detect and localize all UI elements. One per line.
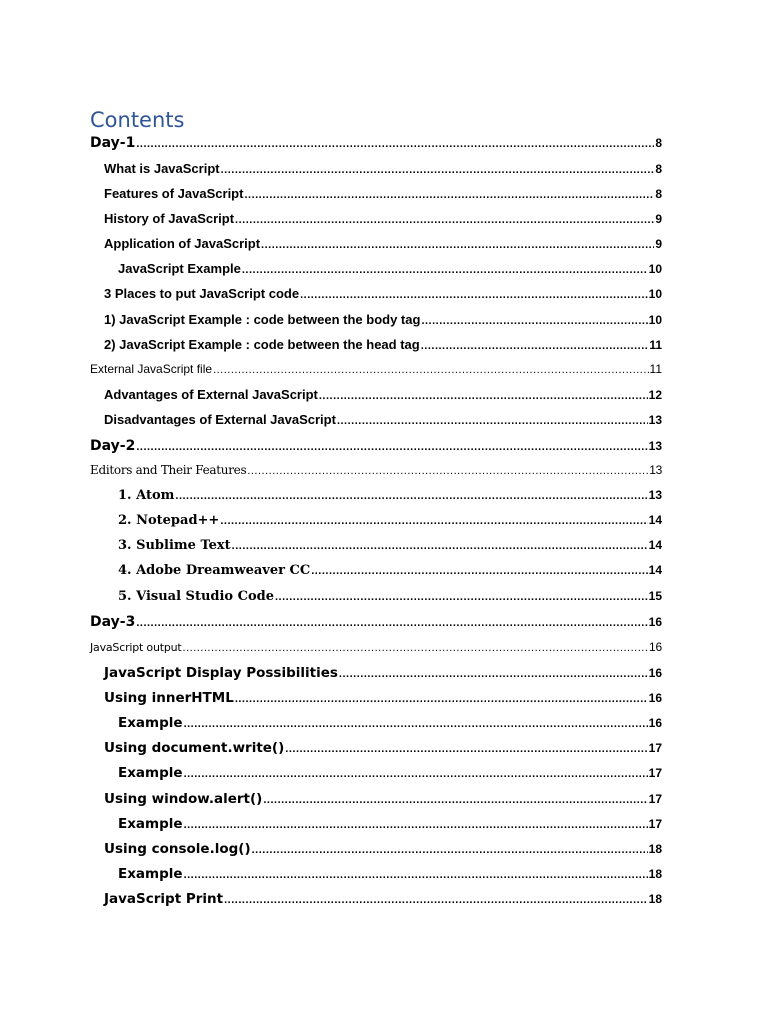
dot-leader [235, 693, 648, 705]
toc-entry-label: 1) JavaScript Example : code between the body tag [104, 312, 421, 327]
toc-entry-what-is-javascript[interactable] [104, 161, 662, 176]
dot-leader [224, 894, 648, 906]
toc-entry-page: 18 [648, 867, 662, 881]
dot-leader [311, 565, 647, 577]
dot-leader [220, 515, 647, 527]
dot-leader [300, 289, 648, 301]
toc-entry-label: 3 Places to put JavaScript code [104, 286, 300, 301]
toc-entry-page: 13 [648, 439, 662, 453]
toc-entry-label: History of JavaScript [104, 211, 235, 226]
dot-leader [184, 768, 648, 780]
toc-entry-page: 9 [655, 212, 662, 226]
toc-entry-page: 16 [648, 666, 662, 680]
toc-entry-label: JavaScript Example [118, 261, 241, 276]
toc-entry-label: Day-1 [90, 135, 136, 151]
toc-entry-body-tag-example[interactable] [104, 312, 662, 327]
toc-entry-label: What is JavaScript [104, 161, 220, 176]
toc-entry-day-3[interactable] [90, 614, 662, 630]
toc-entry-page: 17 [648, 741, 662, 755]
toc-entry-page: 8 [655, 187, 662, 201]
toc-entry-page: 16 [648, 716, 662, 730]
dot-leader [213, 364, 648, 376]
toc-entry-example-3[interactable] [118, 816, 662, 832]
dot-leader [242, 264, 648, 276]
dot-leader [319, 390, 648, 402]
toc-entry-label: Advantages of External JavaScript [104, 387, 318, 402]
toc-entry-label: Application of JavaScript [104, 236, 261, 251]
toc-entry-page: 16 [649, 640, 662, 654]
toc-entry-javascript-example[interactable] [118, 261, 662, 276]
toc-entry-vscode[interactable] [118, 589, 662, 604]
toc-entry-label: Editors and Their Features [90, 463, 247, 477]
toc-entry-label: 4. Adobe Dreamweaver CC [118, 563, 311, 578]
dot-leader [221, 164, 655, 176]
toc-entry-page: 14 [648, 538, 662, 552]
toc-entry-label: 3. Sublime Text [118, 538, 231, 553]
dot-leader [184, 819, 648, 831]
dot-leader [275, 591, 648, 603]
toc-entry-console-log[interactable] [104, 841, 662, 857]
toc-entry-display-possibilities[interactable] [104, 665, 662, 681]
toc-entry-label: Day-3 [90, 614, 136, 630]
toc-entry-page: 10 [648, 313, 662, 327]
toc-entry-history-of-javascript[interactable] [104, 211, 662, 226]
toc-entry-page: 12 [648, 388, 662, 402]
toc-entry-label: 2. Notepad++ [118, 513, 220, 528]
toc-entry-notepad[interactable] [118, 513, 662, 528]
toc-entry-label: Example [118, 765, 183, 781]
toc-entry-editors[interactable] [90, 463, 662, 477]
toc-entry-day-2[interactable] [90, 438, 662, 454]
toc-entry-page: 10 [648, 262, 662, 276]
toc-entry-features-of-javascript[interactable] [104, 186, 662, 201]
toc-entry-label: JavaScript Display Possibilities [104, 665, 338, 681]
toc-entry-page: 17 [648, 792, 662, 806]
toc-entry-example-4[interactable] [118, 866, 662, 882]
toc-entry-day-1[interactable] [90, 135, 662, 151]
toc-entry-page: 13 [649, 463, 662, 477]
toc-entry-dreamweaver[interactable] [118, 563, 662, 578]
toc-entry-label: Example [118, 715, 183, 731]
dot-leader [235, 214, 654, 226]
toc-entry-external-javascript-file[interactable] [90, 362, 662, 376]
toc-entry-label: JavaScript Print [104, 891, 224, 907]
toc-entry-label: 2) JavaScript Example : code between the head tag [104, 337, 420, 352]
toc-entry-page: 8 [655, 162, 662, 176]
dot-leader [261, 239, 654, 251]
toc-entry-label: Example [118, 816, 183, 832]
dot-leader [247, 465, 648, 477]
dot-leader [263, 794, 647, 806]
dot-leader [337, 415, 648, 427]
toc-entry-advantages-external[interactable] [104, 387, 662, 402]
dot-leader [183, 642, 649, 654]
toc-entry-page: 18 [648, 842, 662, 856]
toc-entry-page: 16 [648, 691, 662, 705]
toc-entry-label: Day-2 [90, 438, 136, 454]
toc-entry-head-tag-example[interactable] [104, 337, 662, 352]
toc-entry-label: Example [118, 866, 183, 882]
toc-entry-page: 13 [648, 488, 662, 502]
toc-entry-page: 10 [648, 287, 662, 301]
toc-entry-label: Features of JavaScript [104, 186, 244, 201]
toc-entry-page: 17 [648, 817, 662, 831]
dot-leader [421, 340, 649, 352]
toc-entry-label: Using innerHTML [104, 690, 234, 706]
toc-entry-application-of-javascript[interactable] [104, 236, 662, 251]
toc-entry-page: 13 [648, 413, 662, 427]
toc-entry-page: 9 [655, 237, 662, 251]
toc-entry-javascript-print[interactable] [104, 891, 662, 907]
dot-leader [136, 138, 654, 150]
dot-leader [244, 189, 654, 201]
dot-leader [136, 617, 647, 629]
dot-leader [136, 441, 647, 453]
toc-title: Contents [90, 108, 185, 132]
toc-entry-window-alert[interactable] [104, 791, 662, 807]
toc-entry-disadvantages-external[interactable] [104, 412, 662, 427]
toc-entry-3-places[interactable] [104, 286, 662, 301]
toc-entry-atom[interactable] [118, 488, 662, 503]
toc-entry-page: 17 [648, 766, 662, 780]
toc-entry-label: Disadvantages of External JavaScript [104, 412, 336, 427]
toc-entry-page: 14 [648, 563, 662, 577]
toc-entry-page: 18 [648, 892, 662, 906]
toc-entry-page: 8 [655, 136, 662, 150]
toc-entry-label: 5. Visual Studio Code [118, 589, 274, 604]
toc-entry-page: 11 [649, 362, 662, 376]
toc-entry-label: External JavaScript file [90, 362, 213, 376]
toc-entry-example-2[interactable] [118, 765, 662, 781]
dot-leader [175, 490, 647, 502]
toc-entry-label: JavaScript output [90, 641, 182, 654]
toc-entry-example-1[interactable] [118, 715, 662, 731]
toc-entry-label: Using window.alert() [104, 791, 263, 807]
toc-entry-page: 14 [648, 513, 662, 527]
toc-entry-label: 1. Atom [118, 488, 175, 503]
dot-leader [232, 540, 648, 552]
toc-entry-innerhtml[interactable] [104, 690, 662, 706]
toc-entry-label: Using console.log() [104, 841, 251, 857]
dot-leader [252, 844, 648, 856]
toc-entry-label: Using document.write() [104, 740, 285, 756]
dot-leader [184, 869, 648, 881]
dot-leader [339, 668, 648, 680]
dot-leader [421, 315, 647, 327]
toc-entry-document-write[interactable] [104, 740, 662, 756]
dot-leader [184, 718, 648, 730]
toc-entry-page: 15 [648, 589, 662, 603]
dot-leader [285, 743, 647, 755]
toc-entry-page: 16 [648, 615, 662, 629]
toc-entry-javascript-output[interactable] [90, 640, 662, 654]
toc-entry-sublime[interactable] [118, 538, 662, 553]
toc-entry-page: 11 [649, 338, 662, 352]
